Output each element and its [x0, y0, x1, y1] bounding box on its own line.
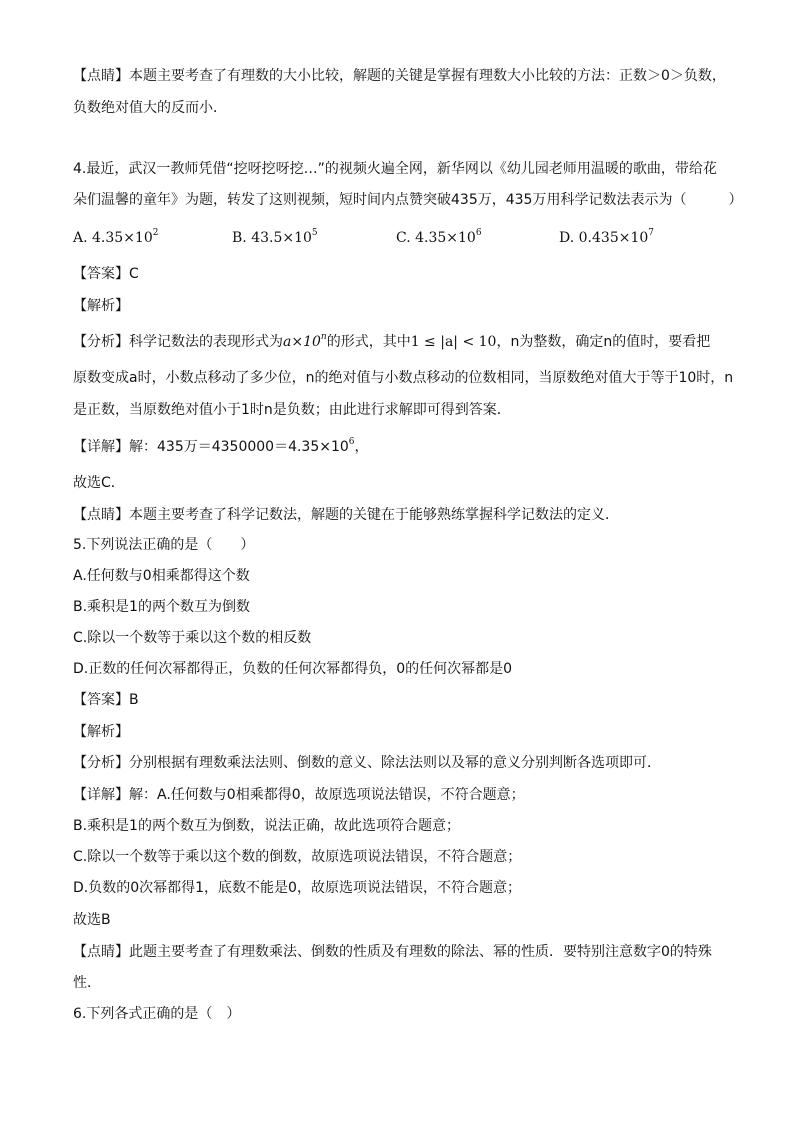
q5-option-b: B.乘积是1的两个数互为倒数 [73, 599, 250, 615]
q5-choice: 故选B [73, 912, 111, 928]
prev-dianjing-line-1: 【点睛】本题主要考查了有理数的大小比较，解题的关键是掌握有理数大小比较的方法：正数＞0＞负数， [73, 68, 726, 84]
q4-option-c: C. $4.35\times 10^6$ [396, 228, 482, 246]
q5-xiangjie-line-1: 【详解】解：A.任何数与0相乘都得0，故原选项说法错误，不符合题意； [73, 787, 525, 803]
prev-dianjing-line-2: 负数绝对值大的反而小． [73, 100, 227, 116]
q5-option-a: A.任何数与0相乘都得这个数 [73, 568, 250, 584]
q6-title: 6.下列各式正确的是（ ） [73, 1006, 241, 1022]
q5-dianjing-line-2: 性． [73, 975, 101, 991]
q5-xiangjie-line-2: B.乘积是1的两个数互为倒数，说法正确，故此选项符合题意； [73, 818, 460, 834]
q4-xiangjie: 【详解】解：435万$=4350000=4.35\times 10^6$， [73, 437, 369, 455]
q4-jiexi-heading: 【解析】 [73, 298, 129, 314]
q4-stem-line-1: 4.最近，武汉一教师凭借“挖呀挖呀挖…”的视频火遍全网，新华网以《幼儿园老师用温暖的歌曲，带给花 [73, 161, 717, 177]
q5-title: 5.下列说法正确的是（ ） [73, 537, 255, 553]
q4-stem-line-2: 朵们温馨的童年》为题，转发了这则视频，短时间内点赞突破435万，435万用科学记数法表示为（ ） [73, 192, 743, 208]
q4-option-d: D. $0.435\times 10^7$ [559, 228, 654, 246]
q5-dianjing-line-1: 【点睛】此题主要考查了有理数乘法、倒数的性质及有理数的除法、幂的性质．要特别注意数字0的特殊 [73, 944, 712, 960]
q5-answer: 【答案】B [73, 692, 139, 708]
q4-dianjing: 【点睛】本题主要考查了科学记数法，解题的关键在于能够熟练掌握科学记数法的定义． [73, 507, 619, 523]
q4-choice: 故选C． [73, 475, 125, 491]
q4-answer: 【答案】C [73, 266, 139, 282]
q4-fenxi-line-3: 是正数，当原数绝对值小于1时n是负数；由此进行求解即可得到答案． [73, 402, 511, 418]
q5-xiangjie-line-4: D.负数的0次幂都得1，底数不能是0，故原选项说法错误，不符合题意； [73, 880, 521, 896]
q4-option-b: B. $43.5\times 10^5$ [232, 228, 318, 246]
q5-option-c: C.除以一个数等于乘以这个数的相反数 [73, 630, 312, 646]
q5-fenxi: 【分析】分别根据有理数乘法法则、倒数的意义、除法法则以及幂的意义分别判断各选项即可． [73, 755, 661, 771]
q5-jiexi-heading: 【解析】 [73, 724, 129, 740]
q4-option-a: A. $4.35\times 10^2$ [73, 228, 159, 246]
q5-xiangjie-line-3: C.除以一个数等于乘以这个数的倒数，故原选项说法错误，不符合题意； [73, 849, 522, 865]
q4-fenxi-line-2: 原数变成a时，小数点移动了多少位，n的绝对值与小数点移动的位数相同，当原数绝对值大于等于10时，n [73, 370, 734, 386]
q4-fenxi-line-1: 【分析】科学记数法的表现形式为$a\times 10^n$的形式，其中1 ≤ |a| < 10，n为整数，确定n的值时，要看把 [73, 332, 711, 350]
q5-option-d: D.正数的任何次幂都得正，负数的任何次幂都得负，0的任何次幂都是0 [73, 661, 513, 677]
